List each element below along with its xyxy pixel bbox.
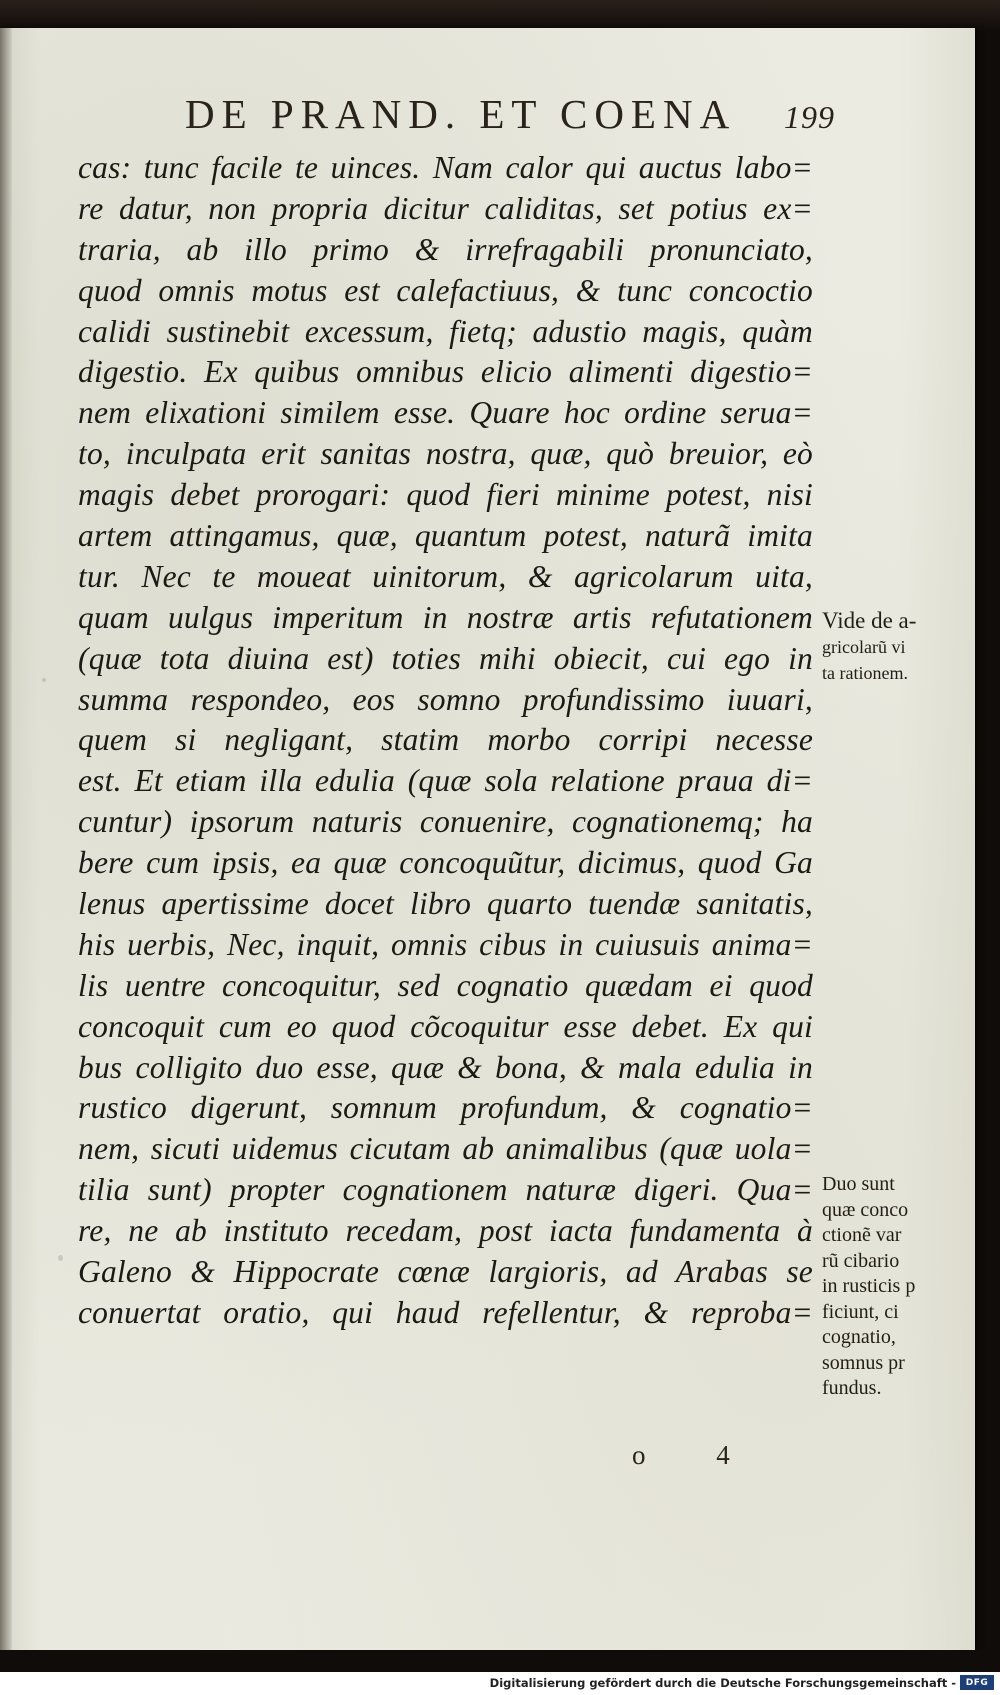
text-line: re, ne ab instituto recedam, post iacta fundamenta à xyxy=(78,1213,813,1249)
text-line: re datur, non propria dicitur caliditas, set potius ex= xyxy=(78,190,813,226)
body-text xyxy=(78,148,813,1334)
text-line: quam uulgus imperitum in nostræ artis refutationem xyxy=(78,599,813,635)
text-line: artem attingamus, quæ, quantum potest, naturã imita xyxy=(78,518,813,554)
marginal-line: fundus. xyxy=(822,1377,882,1399)
marginal-line: Vide de a- xyxy=(822,608,917,633)
text-line: nem, sicuti uidemus cicutam ab animalibus (quæ uola= xyxy=(78,1131,813,1167)
running-head xyxy=(185,90,835,138)
marginal-line: quæ conco xyxy=(822,1198,909,1221)
text-line: Galeno & Hippocrate cœnæ largioris, ad Arabas se xyxy=(78,1254,813,1290)
marginal-line: rũ cibario xyxy=(822,1249,900,1272)
text-line: rustico digerunt, somnum profundum, & cognatio= xyxy=(78,1090,813,1126)
marginal-line: cognatio, xyxy=(822,1326,896,1348)
text-line: conuertat oratio, qui haud refellentur, & reproba= xyxy=(78,1294,813,1330)
page-number: 199 xyxy=(784,99,835,135)
marginal-line: ctionẽ var xyxy=(822,1224,902,1246)
text-line: summa respondeo, eos somno profundissimo iuuari, xyxy=(78,681,813,717)
text-line: cas: tunc facile te uinces. Nam calor qui auctus labo= xyxy=(78,150,813,185)
marginal-line: somnus pr xyxy=(822,1351,905,1374)
paper-stain xyxy=(42,678,46,682)
text-line: traria, ab illo primo & irrefragabili pronunciato, xyxy=(78,231,813,267)
marginal-note-agricolarum xyxy=(822,608,942,686)
text-line: nem elixationi similem esse. Quare hoc ordine serua= xyxy=(78,395,813,431)
text-line: his uerbis, Nec, inquit, omnis cibus in cuiusuis anima= xyxy=(78,926,813,962)
dfg-logo: DFG xyxy=(960,1675,994,1690)
text-line: bus colligito duo esse, quæ & bona, & mala edulia in xyxy=(78,1049,813,1085)
digitization-credit: Digitalisierung gefördert durch die Deutsche Forschungsgemeinschaft - xyxy=(489,1676,956,1690)
marginal-note-duo-sunt xyxy=(822,1172,942,1402)
text-line: lis uentre concoquitur, sed cognatio quædam ei quod xyxy=(78,967,813,1003)
text-line: magis debet prorogari: quod fieri minime potest, nisi xyxy=(78,477,813,513)
text-line: (quæ tota diuina est) toties mihi obiecit, cui ego in xyxy=(78,640,813,676)
text-line: quod omnis motus est calefactiuus, & tunc concoctio xyxy=(78,272,813,308)
text-line: bere cum ipsis, ea quæ concoquũtur, dicimus, quod Ga xyxy=(78,845,813,881)
text-line: tilia sunt) propter cognationem naturæ digeri. Qua= xyxy=(78,1172,813,1208)
marginal-line: Duo sunt xyxy=(822,1173,895,1195)
text-line: concoquit cum eo quod cõcoquitur esse debet. Ex qui xyxy=(78,1008,813,1044)
text-line: cuntur) ipsorum naturis conuenire, cognationemq; ha xyxy=(78,804,813,840)
paper-stain xyxy=(58,1255,63,1261)
marginal-line: gricolarũ vi xyxy=(822,637,906,657)
text-line: to, inculpata erit sanitas nostra, quæ, quò breuior, eò xyxy=(78,436,813,472)
running-title: DE PRAND. ET COENA xyxy=(185,91,737,137)
text-line: quem si negligant, statim morbo corripi necesse xyxy=(78,722,813,758)
marginal-line: in rusticis p xyxy=(822,1275,916,1297)
marginal-line: ficiunt, ci xyxy=(822,1300,899,1323)
signature-mark: o 4 xyxy=(632,1440,762,1470)
page-gutter-shadow xyxy=(0,28,12,1650)
text-line: lenus apertissime docet libro quarto tuendæ sanitatis, xyxy=(78,886,813,922)
text-line: est. Et etiam illa edulia (quæ sola relatione praua di= xyxy=(78,763,813,799)
marginal-line: ta rationem. xyxy=(822,663,908,683)
text-line: digestio. Ex quibus omnibus elicio alimenti digestio= xyxy=(78,354,813,390)
text-line: calidi sustinebit excessum, fietq; adustio magis, quàm xyxy=(78,313,813,349)
book-edge-bottom xyxy=(0,1650,1000,1672)
text-line: tur. Nec te moueat uinitorum, & agricolarum uita, xyxy=(78,558,813,594)
